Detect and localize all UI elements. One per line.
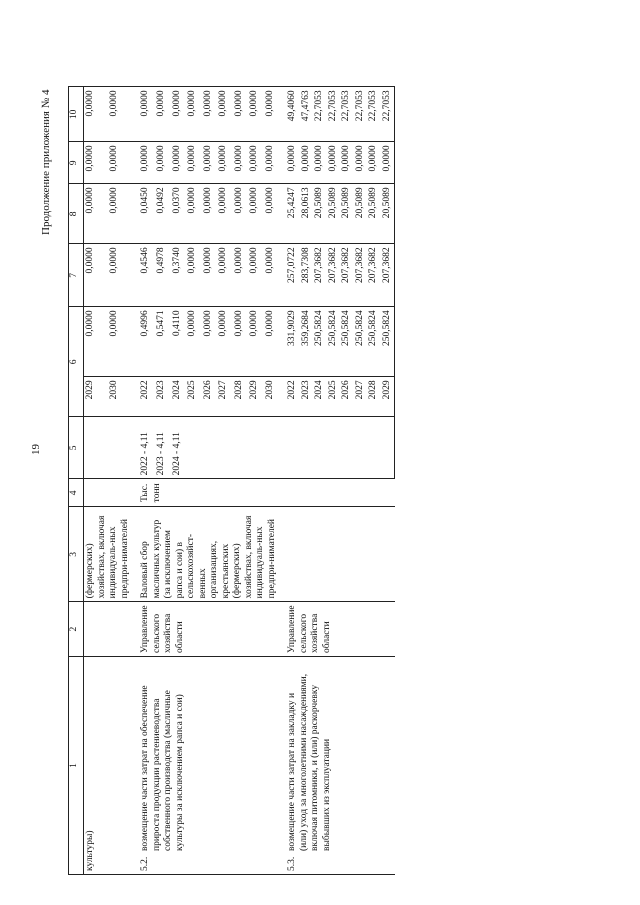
year-cell: 2024 bbox=[171, 377, 186, 417]
value-cell: 22,7053 bbox=[367, 87, 381, 142]
value-cell: 0,0000 bbox=[84, 87, 109, 142]
year-cell: 2028 bbox=[367, 377, 381, 417]
col-header: 3 bbox=[69, 507, 84, 602]
value-cell: 0,0000 bbox=[264, 87, 280, 142]
unit-cell bbox=[279, 479, 395, 507]
value-cell: 0,3740 bbox=[171, 244, 186, 307]
value-cell: 250,5824 bbox=[381, 307, 395, 377]
value-cell: 47,4763 bbox=[300, 87, 314, 142]
year-cell: 2023 bbox=[300, 377, 314, 417]
value-cell: 0,0000 bbox=[217, 244, 232, 307]
value-cell: 22,7053 bbox=[381, 87, 395, 142]
value-cell: 207,3682 bbox=[354, 244, 368, 307]
value-cell: 20,5089 bbox=[367, 184, 381, 244]
target-cell: 2024 - 4,11 bbox=[171, 417, 186, 479]
target-cell bbox=[233, 417, 248, 479]
value-cell: 0,0000 bbox=[186, 142, 201, 184]
value-cell: 0,0000 bbox=[84, 184, 109, 244]
year-cell: 2024 bbox=[313, 377, 327, 417]
value-cell: 0,0000 bbox=[202, 184, 217, 244]
value-cell: 20,5089 bbox=[327, 184, 341, 244]
indicator-cell bbox=[279, 507, 395, 602]
value-cell: 0,4110 bbox=[171, 307, 186, 377]
col-header: 7 bbox=[69, 244, 84, 307]
value-cell: 0,0000 bbox=[132, 87, 155, 142]
value-cell: 0,0000 bbox=[354, 142, 368, 184]
target-cell bbox=[202, 417, 217, 479]
value-cell: 20,5089 bbox=[381, 184, 395, 244]
target-cell bbox=[84, 417, 109, 479]
table-row bbox=[132, 87, 155, 875]
year-cell: 2029 bbox=[381, 377, 395, 417]
value-cell: 0,0000 bbox=[248, 87, 263, 142]
responsible-cell bbox=[84, 602, 133, 657]
value-cell: 0,4546 bbox=[132, 244, 155, 307]
value-cell: 0,0000 bbox=[84, 307, 109, 377]
value-cell: 0,0492 bbox=[155, 184, 170, 244]
value-cell: 0,0000 bbox=[84, 244, 109, 307]
section-title: возмещение части затрат на обеспечение прироста продукции растениеводства собственного производства (масличные культуры за исключением рапса и сои) bbox=[140, 685, 185, 851]
value-cell: 0,0000 bbox=[108, 307, 132, 377]
value-cell: 0,0000 bbox=[186, 87, 201, 142]
value-cell: 0,0000 bbox=[186, 184, 201, 244]
target-cell bbox=[108, 417, 132, 479]
value-cell: 0,0000 bbox=[367, 142, 381, 184]
unit-cell: Тыс. тонн bbox=[132, 479, 279, 507]
year-cell: 2025 bbox=[327, 377, 341, 417]
cont-col1: культуры) bbox=[84, 657, 133, 875]
target-cell: 2023 - 4,11 bbox=[155, 417, 170, 479]
year-cell: 2026 bbox=[340, 377, 354, 417]
value-cell: 22,7053 bbox=[354, 87, 368, 142]
value-cell: 0,0000 bbox=[233, 307, 248, 377]
value-cell: 0,0000 bbox=[233, 244, 248, 307]
year-cell: 2027 bbox=[354, 377, 368, 417]
target-cell bbox=[300, 417, 314, 479]
value-cell: 0,0000 bbox=[313, 142, 327, 184]
value-cell: 0,0000 bbox=[186, 244, 201, 307]
value-cell: 0,0000 bbox=[132, 142, 155, 184]
target-cell bbox=[354, 417, 368, 479]
value-cell: 207,3682 bbox=[381, 244, 395, 307]
col-header: 2 bbox=[69, 602, 84, 657]
value-cell: 0,0000 bbox=[233, 87, 248, 142]
value-cell: 0,0000 bbox=[155, 142, 170, 184]
value-cell: 0,0000 bbox=[264, 307, 280, 377]
col-header: 9 bbox=[69, 142, 84, 184]
target-cell: 2022 - 4,11 bbox=[132, 417, 155, 479]
value-cell: 331,9029 bbox=[279, 307, 300, 377]
value-cell: 0,4996 bbox=[132, 307, 155, 377]
value-cell: 0,0000 bbox=[108, 184, 132, 244]
target-cell bbox=[264, 417, 280, 479]
year-cell: 2026 bbox=[202, 377, 217, 417]
year-cell: 2030 bbox=[264, 377, 280, 417]
value-cell: 250,5824 bbox=[313, 307, 327, 377]
value-cell: 0,0000 bbox=[108, 244, 132, 307]
section-5-3 bbox=[279, 657, 395, 875]
value-cell: 25,4247 bbox=[279, 184, 300, 244]
value-cell: 0,0000 bbox=[186, 307, 201, 377]
year-cell: 2029 bbox=[84, 377, 109, 417]
value-cell: 0,0000 bbox=[264, 184, 280, 244]
appendix-title: Продолжение приложения № 4 bbox=[40, 89, 52, 235]
value-cell: 250,5824 bbox=[367, 307, 381, 377]
value-cell: 0,0000 bbox=[264, 244, 280, 307]
value-cell: 0,0000 bbox=[264, 142, 280, 184]
year-cell: 2030 bbox=[108, 377, 132, 417]
year-cell: 2028 bbox=[233, 377, 248, 417]
value-cell: 250,5824 bbox=[354, 307, 368, 377]
year-cell: 2027 bbox=[217, 377, 232, 417]
value-cell: 20,5089 bbox=[340, 184, 354, 244]
col-header: 10 bbox=[69, 87, 84, 142]
value-cell: 0,0000 bbox=[171, 87, 186, 142]
target-cell bbox=[313, 417, 327, 479]
value-cell: 0,0000 bbox=[217, 307, 232, 377]
value-cell: 257,0722 bbox=[279, 244, 300, 307]
value-cell: 0,0000 bbox=[233, 184, 248, 244]
year-cell: 2022 bbox=[279, 377, 300, 417]
header-row bbox=[69, 87, 84, 875]
value-cell: 359,2684 bbox=[300, 307, 314, 377]
col-header: 4 bbox=[69, 479, 84, 507]
target-cell bbox=[340, 417, 354, 479]
value-cell: 20,5089 bbox=[354, 184, 368, 244]
value-cell: 0,0000 bbox=[155, 87, 170, 142]
value-cell: 0,0000 bbox=[279, 142, 300, 184]
col-header: 6 bbox=[69, 307, 84, 417]
value-cell: 0,0000 bbox=[217, 87, 232, 142]
value-cell: 0,0000 bbox=[84, 142, 109, 184]
value-cell: 0,0000 bbox=[171, 142, 186, 184]
target-cell bbox=[381, 417, 395, 479]
year-cell: 2025 bbox=[186, 377, 201, 417]
value-cell: 0,0000 bbox=[327, 142, 341, 184]
value-cell: 0,0000 bbox=[248, 307, 263, 377]
target-cell bbox=[279, 417, 300, 479]
col-header: 1 bbox=[69, 657, 84, 875]
table-row bbox=[84, 87, 109, 875]
value-cell: 250,5824 bbox=[327, 307, 341, 377]
target-cell bbox=[248, 417, 263, 479]
page-number: 19 bbox=[30, 444, 42, 455]
value-cell: 207,3682 bbox=[313, 244, 327, 307]
value-cell: 0,0000 bbox=[202, 244, 217, 307]
value-cell: 0,0000 bbox=[300, 142, 314, 184]
value-cell: 0,4978 bbox=[155, 244, 170, 307]
target-cell bbox=[327, 417, 341, 479]
value-cell: 0,0000 bbox=[248, 184, 263, 244]
value-cell: 0,0000 bbox=[248, 244, 263, 307]
value-cell: 0,0000 bbox=[217, 142, 232, 184]
data-table bbox=[68, 86, 395, 875]
value-cell: 0,0450 bbox=[132, 184, 155, 244]
value-cell: 0,0000 bbox=[202, 142, 217, 184]
value-cell: 0,0000 bbox=[381, 142, 395, 184]
value-cell: 28,0613 bbox=[300, 184, 314, 244]
value-cell: 22,7053 bbox=[340, 87, 354, 142]
year-cell: 2029 bbox=[248, 377, 263, 417]
value-cell: 20,5089 bbox=[313, 184, 327, 244]
value-cell: 0,0000 bbox=[202, 87, 217, 142]
value-cell: 0,0000 bbox=[248, 142, 263, 184]
value-cell: 283,7308 bbox=[300, 244, 314, 307]
target-cell bbox=[186, 417, 201, 479]
value-cell: 207,3682 bbox=[367, 244, 381, 307]
unit-cell bbox=[84, 479, 133, 507]
value-cell: 0,0000 bbox=[108, 142, 132, 184]
value-cell: 207,3682 bbox=[340, 244, 354, 307]
indicator-cell: (фермерских) хозяйствах, включая индивидуаль-ных предпри-нимателей bbox=[84, 507, 133, 602]
value-cell: 207,3682 bbox=[327, 244, 341, 307]
value-cell: 0,0000 bbox=[233, 142, 248, 184]
target-cell bbox=[367, 417, 381, 479]
col-header: 8 bbox=[69, 184, 84, 244]
target-cell bbox=[217, 417, 232, 479]
value-cell: 250,5824 bbox=[340, 307, 354, 377]
section-number: 5.3. bbox=[287, 856, 297, 871]
value-cell: 0,0000 bbox=[340, 142, 354, 184]
responsible-cell: Управление сельского хозяйства области bbox=[132, 602, 279, 657]
value-cell: 0,0000 bbox=[108, 87, 132, 142]
indicator-cell: Валовый сбор масличных культур (за исключением рапса и сои) в сельскохозяйст-венных организациях, крестьянских (фермерских) хозяйствах, включая индивидуаль-ных предпри-нимателей bbox=[132, 507, 279, 602]
year-cell: 2022 bbox=[132, 377, 155, 417]
section-5-2 bbox=[132, 657, 279, 875]
value-cell: 0,0000 bbox=[202, 307, 217, 377]
value-cell: 0,0000 bbox=[217, 184, 232, 244]
responsible-cell: Управление сельского хозяйства области bbox=[279, 602, 395, 657]
value-cell: 49,4060 bbox=[279, 87, 300, 142]
value-cell: 0,0370 bbox=[171, 184, 186, 244]
year-cell: 2023 bbox=[155, 377, 170, 417]
value-cell: 22,7053 bbox=[313, 87, 327, 142]
value-cell: 0,5471 bbox=[155, 307, 170, 377]
value-cell: 22,7053 bbox=[327, 87, 341, 142]
section-title: возмещение части затрат на закладку и (или) уход за многолетними насаждениями, включая питомники, и (или) раскорчевку выбывших из эксплуатации bbox=[287, 673, 332, 851]
table-row bbox=[279, 87, 300, 875]
col-header: 5 bbox=[69, 417, 84, 479]
section-number: 5.2. bbox=[140, 856, 150, 871]
